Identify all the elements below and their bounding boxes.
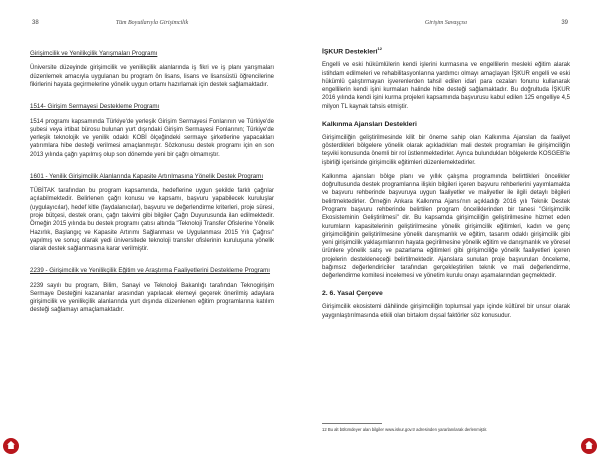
heading-yasal-cerceve: 2. 6. Yasal Çerçeve [322,290,383,298]
paragraph-yasal-cerceve: Girişimcilik ekosistemi dâhilinde girişimciliğin toplumsal yapı içinde kültürel bir unsur olarak yaygınlaştırılmasında etkili olan birtakım dışsal faktörler söz konusudur. [322,304,570,319]
paragraph-kalkinma-1: Girişimciliğin geliştirilmesinde kilit bir öneme sahip olan Kalkınma Ajansları da faaliyet gösterdikleri bölgelere yönelik olarak açıkladıkları mali destek programları ile girişimciliğin teşviki konusunda önemli bir rol üstlenmektedirler. Ayrıca bulundukları bölgelerde KOSGEB'le işbirliği içerisinde girişimcilik eğitimleri düzenlemektedirler. [322,134,570,166]
right-page-number: 39 [561,20,568,26]
right-page [300,0,600,466]
left-running-title: Tüm Boyutlarıyla Girişimcilik [115,20,189,26]
footnote: 12 Bu alt bölümdeyer alan bilgiler www.iskur.gov.tr adresinden yararlanılarak derlenmiştir. [322,427,488,432]
right-running-title: Girişim Savaşçısı [424,20,468,26]
paragraph-1601: TÜBİTAK tarafından bu program kapsamında, hedeflerine uygun şekilde farklı çağrılar açılabilmektedir. Belirlenen çağrı konusu ve kapsamı, başvuru yapabilecek kuruluşlar (uygulayıcılar), hedef kitle (faydalanıcılar), başvuru ve değerlendirme kriterleri, proje süresi, proje bütçesi, destek oranı, çağrı takvimi gibi bilgiler Çağrı Duyurusunda ilan edilmektedir. Örneğin 2015 yılında bu destek programı çatısı altında "Teknoloji Transfer Ofislerine Yönelik Hazırlık, Başlangıç ve Kapasite Artırımı Sağlanması ve Uygulanması 2015 Yılı Çağrısı" yapılmış ve sonuç olarak yedi üniversitede teknoloji transfer ofislerinin kuruluşuna yönelik olarak destek sağlanmasına karar verilmiştir. [30,188,274,253]
paragraph-1514: 1514 programı kapsamında Türkiye'de yerleşik Girişim Sermayesi Fonlarının ve Türkiye'de şubesi veya irtibat bürosu bulunan yurt dışındaki Girişim Sermayesi Fonlarının; Türkiye'de yerleşik teknolojik ve yenilik odaklı KOBİ ölçeğindeki sermaye şirketlerine yapacakları yatırımlara hibe desteği verilmesi amaçlanmıştır. Sözkonusu destek programı için en son 2013 yılında çağrı yapılmış olup son dönemde yeni bir çağrı olmamıştır. [30,118,274,158]
heading-iskur-text: İŞKUR Destekleri [322,48,378,56]
left-running-header [30,20,274,36]
right-running-header [322,20,570,36]
paragraph-iskur: Engelli ve eski hükümlülerin kendi işlerini kurmasına ve engellilerin mesleki eğitim alarak istihdam edilmeleri ve rehabilitasyonlarına yardımcı olmayı amaçlayan İŞKUR engelli ve eski hükümlü çalıştırmayan işverenlerden tahsil edilen idari para cezaları fonunu kullanarak engellilerin kendi işini kurmaları halinde hibe desteği sağlamaktadır. Bu doğrultuda İŞKUR 2016 yılında kendi işini kurma projeleri kapsamında başvurusu kabul edilen 125 engelliye 4,5 milyon TL kaynak tahsis etmiştir. [322,62,570,110]
heading-kalkinma: Kalkınma Ajansları Destekleri [322,120,417,128]
heading-1514: 1514- Girişim Sermayesi Destekleme Programı [30,103,160,111]
heading-1601: 1601 - Yenilik Girişimcilik Alanlarında Kapasite Artırılmasına Yönelik Destek Programı [30,172,264,180]
paragraph-2239: 2239 sayılı bu program, Bilim, Sanayi ve Teknoloji Bakanlığı tarafından Teknogirişim Sermaye Desteğini kazananlar arasından yapılacak elemeyi geçerek önerilmiş adaylara girişimcilik ve yenilikçilik alanlarında yurt dışında düzenlenen eğitim programlarına katılım desteği sağlamayı amaçlamaktadır. [30,282,274,314]
heading-yarisma-programi: Girişimcilik ve Yenilikçilik Yarışmaları Programı [30,50,158,57]
heading-2239: 2239 - Girişimcilik ve Yenilikçilik Eğitim ve Araştırma Faaliyetlerini Destekleme Programı [30,267,271,275]
heading-iskur [322,46,570,55]
home-icon[interactable] [581,438,597,454]
footnote-rule [322,423,382,424]
paragraph-yarisma: Üniversite düzeyinde girişimcilik ve yenilikçilik alanlarında iş fikri ve iş planı yarışmaları düzenlemek amacıyla uygulanan bu program ön lisans, lisans ve lisansüstü öğrencilerine fikirlerini hayata geçirmelerine yönelik uygun ortamı hazırlamak için destek sağlamaktadır. [30,65,274,88]
paragraph-kalkinma-2: Kalkınma ajansları bölge planı ve yıllık çalışma programında belirttikleri öncelikler doğrultusunda destek programlarına ilişkin bilgileri içeren başvuru rehberlerini yayımlamakta ve başvuru rehberinde başvuruya uygun faaliyetler ve maliyetler ile ilgili detaylı bilgileri belirtmektedirler. Örneğin Ankara Kalkınma Ajansı'nın açıkladığı 2016 yılı Teknik Destek Programı başvuru rehberinde belirtilen program önceliklerinden bir tanesi "Girişimcilik Ekosisteminin Geliştirilmesi" dir. Bu kapsamda girişimciliğin geliştirilmesine hizmet eden kurumların kapasitelerinin geliştirilmesine yönelik girişimcilik eğitimleri, kadın ve genç girişimciliğinin geliştirilmesine yönelik danışmanlık ve eğitim, tasarım odaklı girişimcilik gibi yeni girişimcilik yaklaşımlarının hayata geçirilmesine yönelik eğitim ve danışmanlık ve yöresel ürünlere yönelik satış ve pazarlama eğitimleri gibi girişimciliğe yönelik faaliyetleri içeren projelerin destekleneceği belirtilmektedir. Ajanslara sunulan proje başvuruları önceleme, bağımsız değerlendiriciler tarafından gerçekleştirilen teknik ve mali değerlendirme, değerlendirme komitesi incelemesi ve yönetim kurulu onayı aşamalarından geçmektedir. [322,173,570,280]
left-page-number: 38 [32,20,39,26]
footnote-marker: 12 [377,46,382,51]
home-icon[interactable] [3,438,19,454]
